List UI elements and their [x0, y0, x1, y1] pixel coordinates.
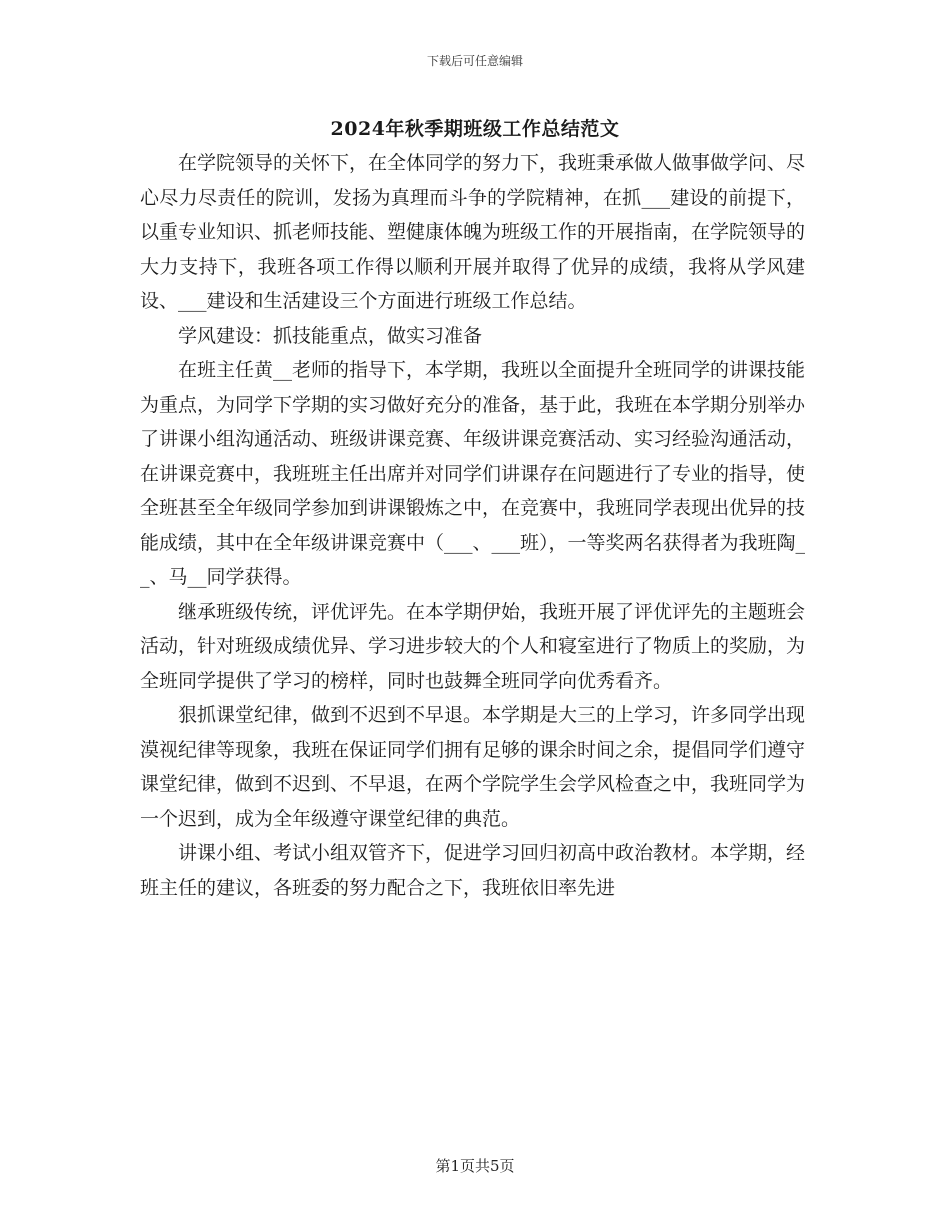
section-heading: 学风建设：抓技能重点，做实习准备 [178, 324, 483, 347]
header-note: 下载后可任意编辑 [426, 54, 523, 68]
paragraph-discipline: 狠抓课堂纪律，做到不迟到不早退。本学期是大三的上学习，许多同学出现漠视纪律等现象，我班在保证同学们拥有足够的课余时间之余，提倡同学们遵守课堂纪律，做到不迟到、不早退，在两个学院学生会学风检查之中，我班同学为一个迟到，成为全年级遵守课堂纪律的典范。 [140, 704, 806, 830]
paragraph-study-groups: 讲课小组、考试小组双管齐下，促进学习回归初高中政治教材。本学期，经班主任的建议，各班委的努力配合之下，我班依旧率先进 [140, 842, 806, 899]
paragraph-awards: 继承班级传统，评优评先。在本学期伊始，我班开展了评优评先的主题班会活动，针对班级成绩优异、学习进步较大的个人和寝室进行了物质上的奖励，为全班同学提供了学习的榜样，同时也鼓舞全班同学向优秀看齐。 [140, 600, 806, 692]
paragraph-skills: 在班主任黄__老师的指导下，本学期，我班以全面提升全班同学的讲课技能为重点，为同学下学期的实习做好充分的准备，基于此，我班在本学期分别举办了讲课小组沟通活动、班级讲课竞赛、年级讲课竞赛活动、实习经验沟通活动，在讲课竞赛中，我班班主任出席并对同学们讲课存在问题进行了专业的指导，使全班甚至全年级同学参加到讲课锻炼之中，在竞赛中，我班同学表现出优异的技能成绩，其中在全年级讲课竞赛中（___、___班），一等奖两名获得者为我班陶__、马__同学获得。 [140, 359, 806, 588]
document-title: 2024年秋季期班级工作总结范文 [330, 118, 620, 140]
page-number: 第1页共5页 [435, 1157, 515, 1175]
paragraph-intro: 在学院领导的关怀下，在全体同学的努力下，我班秉承做人做事做学问、尽心尽力尽责任的院训，发扬为真理而斗争的学院精神，在抓___建设的前提下，以重专业知识、抓老师技能、塑健康体魄为班级工作的开展指南，在学院领导的大力支持下，我班各项工作得以顺利开展并取得了优异的成绩，我将从学风建设、___建设和生活建设三个方面进行班级工作总结。 [140, 152, 806, 312]
document-body [140, 146, 805, 905]
